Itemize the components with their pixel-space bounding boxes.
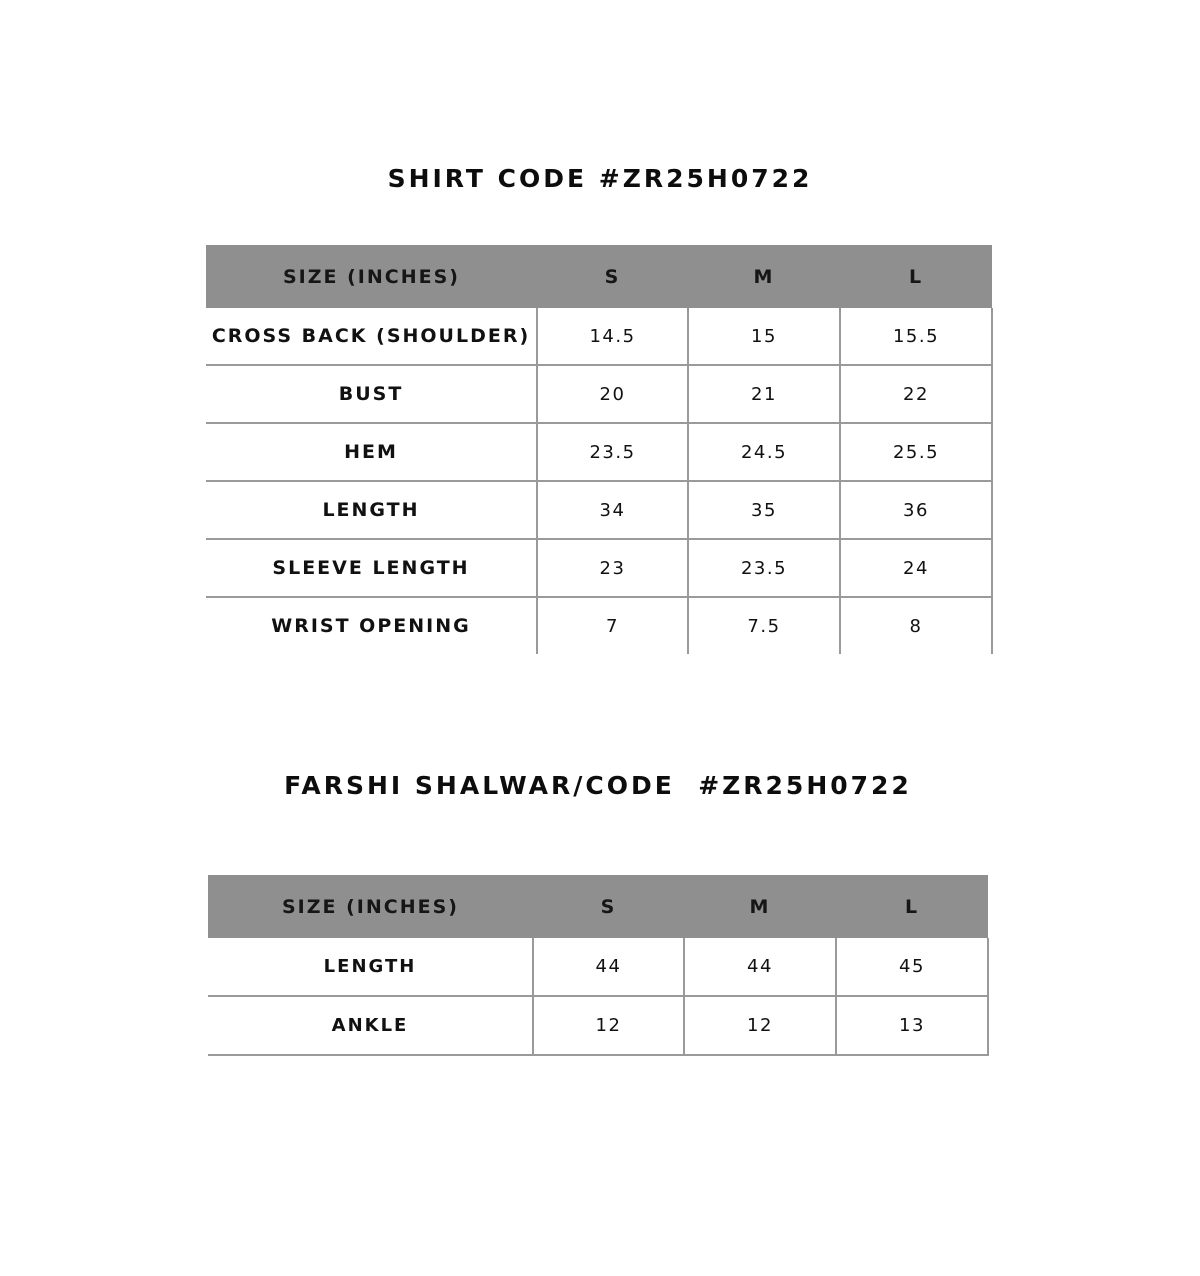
value-l: 24 (840, 539, 992, 597)
header-size-s: S (537, 245, 688, 308)
shalwar-size-table (208, 875, 989, 1056)
row-label: LENGTH (206, 481, 537, 539)
row-label: SLEEVE LENGTH (206, 539, 537, 597)
row-label: CROSS BACK (SHOULDER) (211, 325, 531, 347)
table-row (206, 481, 992, 539)
value-s: 20 (537, 365, 688, 423)
table-row (206, 539, 992, 597)
table-row (208, 996, 988, 1055)
value-s: 23 (537, 539, 688, 597)
shirt-size-table (206, 245, 993, 654)
table-header-row (208, 875, 988, 938)
value-l: 22 (840, 365, 992, 423)
header-size-label: SIZE (INCHES) (208, 875, 533, 938)
shalwar-size-chart-title: FARSHI SHALWAR/CODE #ZR25H0722 (284, 771, 912, 800)
table-row (206, 308, 992, 365)
row-label: ANKLE (208, 996, 533, 1055)
table-row (206, 423, 992, 481)
shirt-size-chart-title: SHIRT CODE #ZR25H0722 (387, 164, 813, 193)
header-size-l: L (836, 875, 988, 938)
value-l: 45 (836, 938, 988, 996)
table-header-row (206, 245, 992, 308)
value-m: 35 (688, 481, 840, 539)
value-l: 13 (836, 996, 988, 1055)
value-m: 21 (688, 365, 840, 423)
value-m: 7.5 (688, 597, 840, 654)
value-l: 36 (840, 481, 992, 539)
table-row (206, 597, 992, 654)
value-m: 15 (688, 308, 840, 365)
value-m: 23.5 (688, 539, 840, 597)
header-size-s: S (533, 875, 684, 938)
table-row (208, 938, 988, 996)
value-s: 12 (533, 996, 684, 1055)
value-s: 34 (537, 481, 688, 539)
value-s: 44 (533, 938, 684, 996)
header-size-m: M (684, 875, 836, 938)
row-label: BUST (206, 365, 537, 423)
value-l: 8 (840, 597, 992, 654)
row-label: LENGTH (323, 956, 417, 977)
table-row (206, 365, 992, 423)
value-s: 7 (537, 597, 688, 654)
value-s: 14.5 (537, 308, 688, 365)
value-l: 25.5 (840, 423, 992, 481)
value-m: 24.5 (688, 423, 840, 481)
header-size-l: L (840, 245, 992, 308)
row-label: WRIST OPENING (206, 597, 537, 654)
value-m: 44 (684, 938, 836, 996)
row-label: HEM (206, 423, 537, 481)
value-s: 23.5 (537, 423, 688, 481)
value-m: 12 (684, 996, 836, 1055)
header-size-label: SIZE (INCHES) (206, 245, 537, 308)
value-l: 15.5 (840, 308, 992, 365)
header-size-m: M (688, 245, 840, 308)
